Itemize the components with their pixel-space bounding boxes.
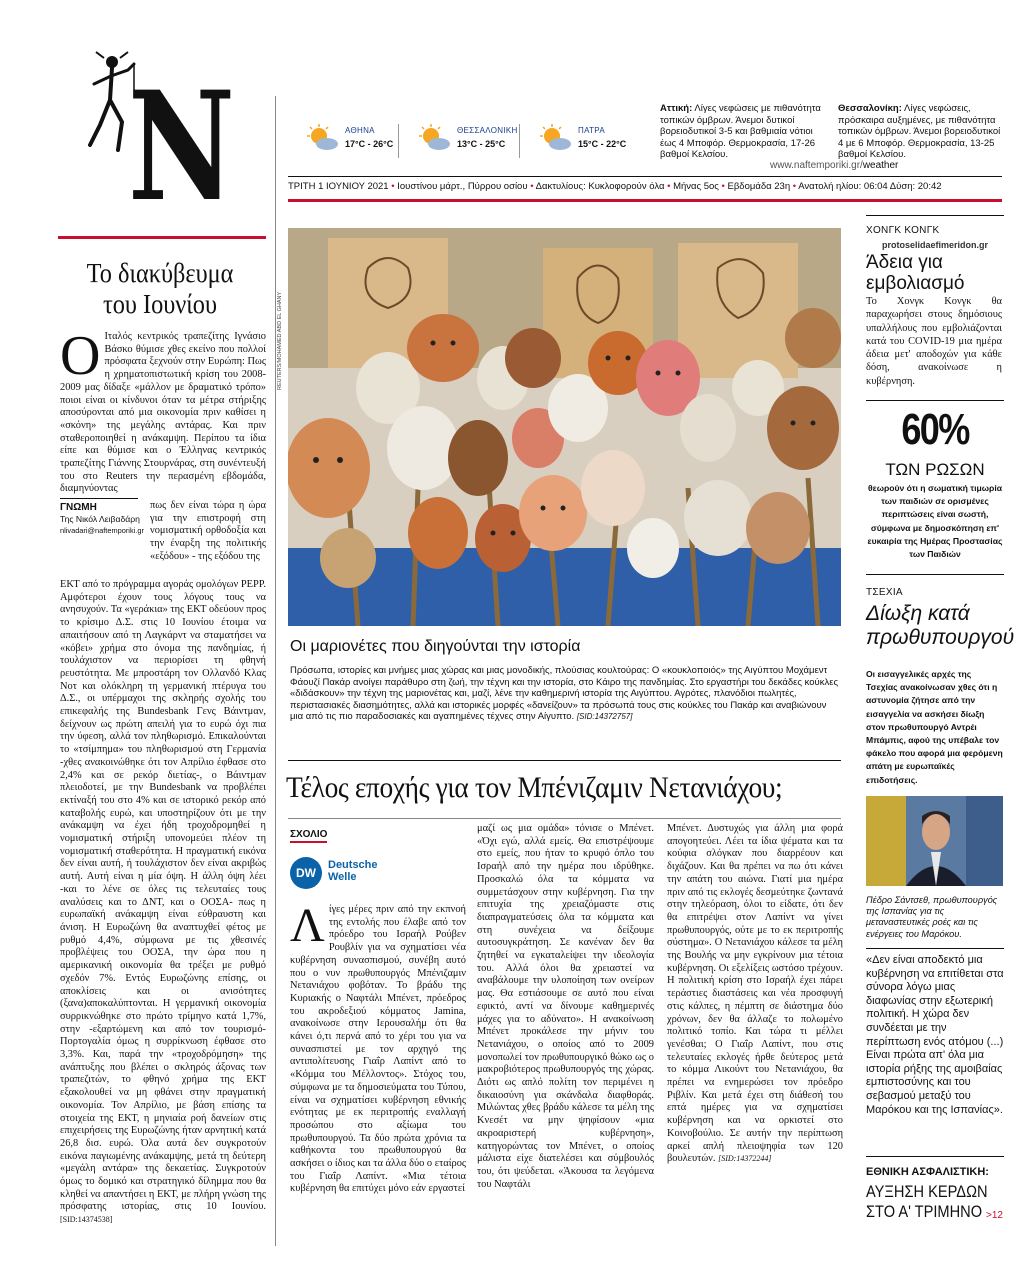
sid-tag: [SID:14372757]	[576, 712, 633, 721]
watermark: protoselidaefimeridon.gr	[882, 240, 989, 250]
hk-title-line: Άδεια για	[866, 252, 943, 273]
datebar-item: Εβδομάδα 23η	[727, 181, 791, 192]
stat-rule	[866, 400, 1004, 401]
dw-name-line: Welle	[328, 871, 357, 883]
article-kicker: ΣΧΟΛΙΟ	[290, 829, 327, 843]
weather-link[interactable]	[770, 160, 898, 171]
main-headline: Τέλος εποχής για τον Μπένιζαμιν Νετανιάχου;	[286, 772, 783, 804]
sun-cloud-icon	[417, 124, 451, 152]
promo-page-ref[interactable]: >12	[986, 1210, 1003, 1221]
headline-top-rule	[288, 760, 841, 761]
sanchez-illustration	[866, 796, 1003, 886]
quote-rule	[866, 948, 1004, 949]
weather-url-suffix: weather	[862, 160, 899, 171]
promo-title[interactable]	[866, 1182, 988, 1222]
portrait-caption-name: Πέδρο Σάντσεθ	[866, 895, 928, 905]
weather-city: ΑΘΗΝΑ	[345, 126, 375, 135]
datebar-item: Μήνας 5ος	[673, 181, 719, 192]
photo-caption-text: Πρόσωπα, ιστορίες και μνήμες μιας χώρας και μιας μονοδικής, πλούσιας κουλτούρας: Ο «κουκλοποιός» της Αιγύπτου Μοχάμεντ Φάουζί Πακάρ ανοίγει παράθυρο στη ζωή, την τέχνη και την ιστορία, στο Κάιρο της πανδημίας. Στο εργαστήρι του δεκάδες κούκλες «διδάσκουν» την τέχνη της μαριονέτας και, μαζί, λένε την καθημερινή ιστορία της Αιγύπτου. Αγρότες, πλανόδιοι πωλητές, περιστασιακές διασημότητες, αλλά και ιστορικές μορφές «δανείζουν» τα πρόσωπά τους στις κούκλες του Πακάρ και αναβιώνουν μια από τις πιο παραδοσιακές και αγαπημένες τέχνες στην Αίγυπτο.	[290, 665, 839, 722]
forecast-text: Λίγες νεφώσεις, πρόσκαιρα αυξημένες, με πιθανότητα τοπικών όμβρων. Άνεμοι βορειοδυτικοί 4 με 6 Μποφόρ. Θερμοκρασία, 13-25 βαθμοί Κελσίου.	[838, 103, 1001, 160]
cz-kicker: ΤΣΕΧΙΑ	[866, 587, 903, 598]
photo-credit: REUTERS/MOHAMED ABD EL GHANY	[277, 291, 283, 390]
promo-line: ΑΥΞΗΣΗ ΚΕΡΔΩΝ	[866, 1182, 988, 1201]
datebar-red-rule	[288, 199, 1002, 202]
left-article-intro	[60, 325, 266, 496]
cz-rule	[866, 574, 1004, 575]
left-article-title	[70, 258, 250, 320]
datebar-bullet: •	[667, 181, 674, 192]
left-intro-text: Ιταλός κεντρικός τραπεζίτης Ιγνάσιο Βάσκο θύμισε χθες εκείνο που πολλοί πρόσφατα ξεχνούν στην Ευρώπη: Πως η χρηματοπιστωτική κρίση του 2008-2009 μας δίδαξε «μάλλον με δραματικό τρόπο» ποιοι είναι οι κίνδυνοι όταν τα μέτρα στήριξης αποσύρονται από μια οικονομία πριν καθίσει η «σκόνη» της μεγάλης αντάρας. Και πριν σταθεροποιηθεί η ανάκαμψη. Περίπου τα ίδια είπε και θύμισε και ο Έλληνας κεντρικός τραπεζίτης Γιάννης Στουρνάρας, στη συνέντευξή του στο Reuters την περασμένη εβδομάδα, διαμηνύοντας	[60, 331, 266, 495]
weather-divider	[519, 124, 520, 158]
hk-title	[866, 252, 1006, 294]
forecast-thessaloniki	[838, 103, 1002, 161]
datebar-bullet: •	[391, 181, 398, 192]
main-article-col2: μαζί ως μια ομάδα» τόνισε ο Μπένετ. «Όχι εγώ, αλλά εμείς. Θα επιστρέψουμε στο εμείς, που ήταν το κρυφό όπλο του Ισραήλ από την ημέρα που ιδρύθηκε. Προσκαλώ όλα τα κόμματα να συμμετάσχουν στην κυβέρνηση. Για την επιτυχία της χρειαζόμαστε στις διαπραγματεύσεις όλα τα κόμματα και στη συνέχεια να δείξουμε αυτοσυγκράτηση. Σε κανέναν δεν θα ζητηθεί να εγκαταλείψει την ιδεολογία του. Αλλά όλοι θα χρειαστεί να αναβάλουμε την υλοποίηση των ονείρων μας. Θα εστιάσουμε σε αυτό που είναι εφικτό, αντί να δίνουμε καθημερινές μάχες για το αδύνατο». Η ανακοίνωση Μπένετ προκάλεσε την μήνιν του Νετανιάχου, ο οποίος από το 2009 μονοπωλεί τον πρωθυπουργικό θώκο ως ο μακροβιότερος πρωθυπουργός της χώρας. Διότι ως απλό πολίτη τον περιμένει η δικαιοσύνη για σκάνδαλα διαφθοράς. Μιλώντας χθες βράδυ κάλεσε τα μέλη της Κνεσέτ να μην ψηφίσουν «μια ακροαριστερή κυβέρνηση», κατηγορώντας τον Μπένετ, ο οποίος μάλιστα είχε διατελέσει και σύμβουλός του, ότι ψεύδεται. «Άκουσα τα λεγόμενα του Ναφτάλι	[477, 823, 654, 1190]
weather-patra	[538, 122, 638, 166]
marionettes-photo	[288, 228, 841, 626]
masthead-logo: N	[128, 59, 235, 235]
datebar-top-rule	[288, 176, 1002, 177]
headline-bottom-rule	[288, 818, 841, 819]
weather-city: ΘΕΣΣΑΛΟΝΙΚΗ	[457, 126, 518, 135]
main-article-col3	[667, 823, 843, 1229]
right-top-rule	[866, 215, 1004, 216]
cz-text: Οι εισαγγελικές αρχές της Τσεχίας ανακοίνωσαν χθες ότι η αστυνομία ζήτησε από την εισαγγελία να ασκήσει δίωξη στον πρωθυπουργό Αντρέι Μπάμπις, αφού της υπέβαλε τον φάκελο που αφορά μια φερόμενη απάτη με ευρωπαϊκές επιδοτήσεις.	[866, 669, 1003, 785]
weather-url-prefix: www.naftemporiki.gr/	[770, 160, 863, 171]
datebar-item: Ιουστίνου μάρτ., Πύρρου οσίου	[397, 181, 528, 192]
hk-title-line: εμβολιασμό	[866, 273, 965, 294]
datebar	[288, 181, 1002, 192]
cz-title-line: πρωθυπουργού	[866, 626, 1015, 649]
sanchez-portrait	[866, 796, 1003, 886]
forecast-text: Λίγες νεφώσεις με πιθανότητα τοπικών όμβρων. Άνεμοι δυτικοί βορειοδυτικοί 3-5 και βαθμιαία νότιοι έως 4 Μποφόρ. Θερμοκρασία, 17-26 βαθμοί Κελσίου.	[660, 103, 821, 160]
weather-temp: 15°C - 22°C	[578, 139, 627, 149]
left-article-wrap: πως δεν είναι τώρα η ώρα για την επιστροφή στη νομισματική ορθοδοξία και την έναρξη της πολιτικής «εξόδου» - της εξόδου της	[150, 500, 266, 562]
masthead-vertical-divider	[275, 96, 276, 1246]
byline-email: nlivadari@naftemporiki.gr	[60, 526, 144, 535]
dw-name-line: Deutsche	[328, 859, 378, 871]
main-col1-text: ίγες μέρες πριν από την εκπνοή της εντολής που έλαβε από τον πρόεδρο του Ισραήλ Ρούβεν Ρουβλίν για να σχηματίσει νέα κυβέρνηση συνασπισμού, συνέβη αυτό που ο νυν πρωθυπουργός Μπένιζαμιν Νετανιάχου φοβόταν. Το βράδυ της Κυριακής ο Ναφτάλι Μπένετ, πρόεδρος του ακροδεξιού κόμματος Jamina, ανακοίνωσε στην Ιερουσαλήμ ότι θα κάνει ό,τι περνά από το χέρι του για να συνασπιστεί με τον αρχηγό της αντιπολίτευσης Γιαΐρ Λαπίντ από το «Κόμμα του Μέλλοντος». Στόχος του, σύμφωνα με τα δημοσιεύματα του Τύπου, είναι να σχηματίσει κυβέρνηση εθνικής ενότητας με εκ περιτροπής εναλλαγή προσώπου στο αξίωμα του πρωθυπουργού. Τα δύο πρώτα χρόνια τα καθήκοντα του πρωθυπουργού θα ασκήσει ο ίδιος και τα άλλα δύο ο εταίρος του Γιαΐρ Λαπίντ. «Μια τέτοια κυβέρνηση θα επιτύχει μόνο εάν εργαστεί	[290, 904, 466, 1195]
datebar-bullet: •	[721, 181, 728, 192]
dw-name	[328, 859, 378, 883]
main-article-col1	[290, 904, 466, 1229]
main-col3-text: Μπένετ. Δυστυχώς για άλλη μια φορά απογοητεύει. Λέει τα ίδια ψέματα και τα κούφια σλόγκαν που διαρρέουν και διχάζουν. Και θα πρέπει να πω ότι κάνει την απάτη του αιώνα. Γιατί μια ημέρα πριν από τις εκλογές δεσμεύτηκε ζωντανά στην τηλεόραση, όλοι το είδατε, ότι δεν θα επιτρέψει στον Λαπίντ να γίνει πρωθυπουργός, ούτε με το εκ περιτροπής σύστημα». Ο Νετανιάχου κάλεσε τα μέλη της Βουλής να μην εγκρίνουν μια τέτοια κυβέρνηση. Οι εξελίξεις ωστόσο τρέχουν. Η πολιτική κρίση στο Ισραήλ έχει πάρει τεράστιες διαστάσεις και νέα προσφυγή στις κάλπες, η πέμπτη σε διάστημα δύο χρόνων, δεν θα άλλαζε το πολωμένο πολιτικό τοπίο. Και τώρα τι μέλλει γενέσθαι; Ο Γιαΐρ Λαπίντ, που στις τελευταίες εκλογές ήρθε δεύτερος μετά το κόμμα Λικούντ του Νετανιάχου, θα πρέπει να ενημερώσει τον πρόεδρο Ριβλίν. Και μετά έχει στη διάθεσή του επτά ημέρες για να σχηματίσει κυβέρνηση και να ορκιστεί στο Κοινοβούλιο. Σε αυτήν την περίπτωση αρκεί απλή πλειοψηφία των 120 βουλευτών.	[667, 823, 843, 1165]
datebar-date: ΤΡΙΤΗ 1 ΙΟΥΝΙΟΥ 2021	[288, 181, 389, 192]
quote-text: «Δεν είναι αποδεκτό μια κυβέρνηση να επιτίθεται στα σύνορα λόγω μιας διαφωνίας στην εξωτερική πολιτική. Η χώρα δεν συνδέεται με την περίπτωση ενός ατόμου (...) Είναι πρώτα απ' όλα μια ιστορία ρήξης της αμοιβαίας εμπιστοσύνης και του σεβασμού μεταξύ του Μαρόκου και της Ισπανίας».	[866, 954, 1004, 1116]
sun-cloud-icon	[305, 124, 339, 152]
stat-number: 60%	[901, 405, 969, 454]
sid-tag: [SID:14372244]	[718, 1154, 772, 1164]
left-red-rule	[58, 236, 266, 239]
dw-logo-icon: DW	[290, 857, 322, 889]
cz-title-line: Δίωξη κατά	[866, 602, 970, 625]
sid-tag: [SID:14374538]	[60, 1215, 113, 1225]
datebar-item: Δακτυλίους: Κυκλοφορούν όλα	[535, 181, 665, 192]
dropcap: Ο	[60, 325, 101, 387]
promo-rule	[866, 1156, 1004, 1157]
weather-divider	[398, 124, 399, 158]
byline-rule	[60, 498, 138, 499]
left-article-body	[60, 579, 266, 1229]
forecast-attiki	[660, 103, 824, 161]
datebar-bullet: •	[792, 181, 799, 192]
forecast-label: Αττική:	[660, 103, 693, 114]
photo-caption-title: Οι μαριονέτες που διηγούνται την ιστορία	[290, 638, 581, 655]
byline-author: Της Νικόλ Λειβαδάρη	[60, 514, 140, 524]
byline-label: ΓΝΩΜΗ	[60, 502, 97, 513]
cz-title	[866, 602, 1015, 650]
sun-cloud-icon	[538, 124, 572, 152]
datebar-item: Ανατολή ηλίου: 06:04 Δύση: 20:42	[798, 181, 942, 192]
weather-temp: 17°C - 26°C	[345, 139, 394, 149]
dropcap: Λ	[290, 904, 325, 952]
photo-caption	[290, 665, 842, 723]
stat-text: θεωρούν ότι η σωματική τιμωρία των παιδιών σε ορισμένες περιπτώσεις είναι σωστή, σύμφωνα με δημοσκόπηση επ' ευκαιρία της Ημέρας Προστασίας των Παιδιών	[867, 483, 1003, 560]
stat-label: ΤΩΝ ΡΩΣΩΝ	[885, 460, 985, 479]
weather-temp: 13°C - 25°C	[457, 139, 506, 149]
promo-kicker[interactable]: ΕΘΝΙΚΗ ΑΣΦΑΛΙΣΤΙΚΗ:	[866, 1166, 989, 1178]
weather-city: ΠΑΤΡΑ	[578, 126, 605, 135]
datebar-bullet: •	[530, 181, 536, 192]
weather-thessaloniki	[417, 122, 527, 166]
marionettes-illustration	[288, 228, 841, 626]
hk-text: Το Χονγκ Κονγκ θα παραχωρήσει στους δημόσιους υπαλλήλους που εμβολιάζονται κατά του COVID-19 μια ημέρα άδεια μετ' αποδοχών για κάθε δόση, ανακοίνωσε η κυβέρνηση.	[866, 296, 1002, 387]
promo-line: ΣΤΟ Α' ΤΡΙΜΗΝΟ	[866, 1202, 983, 1221]
portrait-caption	[866, 895, 1004, 940]
left-body-text: ΕΚΤ από το πρόγραμμα αγοράς ομολόγων PEPP. Αμφότεροι έχουν τους λόγους τους να ανησυχούν. Τα «γεράκια» της ΕΚΤ οδεύουν προς το κρίσιμο Δ.Σ. στις 10 Ιουνίου έτοιμα να απαιτήσουν από τη Λαγκάρντ να σταματήσει να «κόβει» χρήμα στο όνομα της πανδημίας, ή τουλάχιστον να περιορίσει τη φθηνή ρευστότητα. Με μπροστάρη τον Ολλανδό Κλας Νοτ και ολόκληρη τη γερμανική πτέρυγα του Δ.Σ., οι υπέρμαχοι της σκληρής σχολής του επικεφαλής της Bundesbank Γενς Βάιντμαν, δείχνουν ως πρώτη απειλή για το ευρώ όχι πια την ύφεση, αλλά τον πληθωρισμό. Επικαλούνται το «τσίμπημα» του πληθωρισμού στη Γερμανία -χθες ανακοινώθηκε ότι τον Απρίλιο έφθασε στο 2,4% και σε ρεκόρ διετίας-, ο Βάιντμαν πλειοδοτεί, με την Bundesbank να προβλέπει εκτίναξή του στο 4% και σε ιστορικό ρεκόρ από καταβολής ευρώ, και υποστηρίζουν ότι με την ανάκαμψη να έχει ήδη τροχοδρομηθεί η νομισματική στήριξη υπονομεύει πλέον τη νομισματική σταθερότητα. Η πραγματική εικόνα δεν είναι αυτή, ή τουλάχιστον δεν είναι ακριβώς αυτή. Αυτή είναι η μία όψη. Η άλλη όψη λέει -και το λένε σε όλες τις τελευταίες τους αναλύσεις και το ΔΝΤ, και ο ΟΟΣΑ- πως η ευρωπαϊκή ανάκαμψη είναι εύθραυστη και άνιση. Η Ευρωζώνη θα αναπτυχθεί φέτος με ρυθμό 4,4%, σύμφωνα με τις χθεσινές προβλέψεις του ΟΟΣΑ, την ώρα που η αμερικανική οικονομία θα τρέξει με ρυθμό σχεδόν 7%. Εντός Ευρωζώνης επίσης, οι αποκλίσεις και οι ανισότητες (ξανα)αποκαλύπτονται. Η γερμανική οικονομία συρρικνώθηκε στο πρώτο τρίμηνο κατά 1,7%, στην -εξαρτώμενη και από τον τουρισμό- Πορτογαλία όμως η συρρίκνωση έφθασε στο 3,3%. Και, παρά την «τροχοδρόμηση» της ανάπτυξης που βλέπει ο σκληρός άξονας των τραπεζιτών, το φθηνό χρήμα της ΕΚΤ εξακολουθεί να μη φθάνει στην πραγματική οικονομία. Τον Απρίλιο, με βάση επίσης τα στοιχεία της ΕΚΤ, η μηνιαία ροή δανείων στις επιχειρήσεις της Ευρωζώνης ήταν αρνητική κατά 26,8 δισ. ευρώ. Όλα αυτά δεν συγκροτούν εικόνα παγιωμένης ανάκαμψης, μετά τη δεύτερη «μεγάλη αντάρα» της δεκαετίας. Συγκροτούν όμως το δομικό και στρατηγικό δίλημμα που θα κληθεί να απαντήσει η ΕΚΤ, με πλήρη γνώση της πρόσφατης ιστορίας, στις 10 Ιουνίου.	[60, 579, 266, 1213]
dw-logo	[290, 855, 410, 891]
left-byline	[60, 498, 144, 537]
left-title-line: του Ιουνίου	[102, 289, 217, 319]
hk-kicker: ΧΟΝΓΚ ΚΟΝΓΚ	[866, 225, 940, 236]
portrait-caption-text: , πρωθυπουργός της Ισπανίας για τις μεταναστευτικές ροές και τις ενέργειες του Μαρόκου.	[866, 895, 998, 939]
left-title-line: Το διακύβευμα	[86, 258, 234, 288]
forecast-label: Θεσσαλονίκη:	[838, 103, 902, 114]
